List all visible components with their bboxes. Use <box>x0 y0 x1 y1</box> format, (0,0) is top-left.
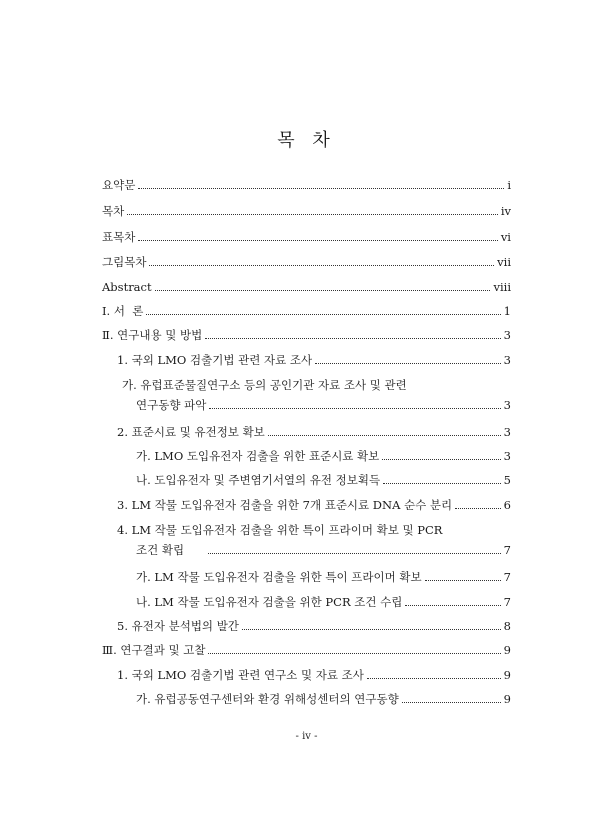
toc-entry-page: vii <box>497 255 511 269</box>
toc-entry-page: vi <box>500 230 511 244</box>
dot-leader <box>155 279 491 291</box>
toc-entry-title: Abstract <box>102 280 152 294</box>
toc-entry-title: 2. 표준시료 및 유전정보 확보 <box>117 425 265 439</box>
toc-entry-title: Ⅱ. 연구내용 및 방법 <box>102 328 203 342</box>
toc-entry-page: 7 <box>503 595 511 609</box>
toc-entry-title: 1. 국외 LMO 검출기법 관련 자료 조사 <box>117 353 313 367</box>
toc-entry-page: 9 <box>503 643 511 657</box>
toc-entry-title: 1. 국외 LMO 검출기법 관련 연구소 및 자료 조사 <box>117 668 364 682</box>
toc-entry-title: 가. 유럽공동연구센터와 환경 위해성센터의 연구동향 <box>136 692 399 706</box>
toc-entry <box>0 568 613 586</box>
toc-entry-page: 3 <box>503 449 511 463</box>
toc-entry-continuation: 연구동향 파악 <box>136 398 207 412</box>
toc-entry <box>0 176 613 194</box>
toc-entry <box>0 302 613 320</box>
toc-entry-page: i <box>507 178 511 192</box>
dot-leader <box>268 424 501 436</box>
toc-entry <box>0 351 613 369</box>
dot-leader <box>382 448 500 460</box>
toc-entry <box>0 471 613 489</box>
dot-leader <box>367 667 501 679</box>
toc-entry-title: 가. LMO 도입유전자 검출을 위한 표준시료 확보 <box>136 449 380 463</box>
dot-leader <box>205 327 500 339</box>
toc-entry-title: 가. LM 작물 도입유전자 검출을 위한 특이 프라이머 확보 <box>136 570 422 584</box>
toc-entry <box>0 690 613 708</box>
toc-entry <box>0 253 613 271</box>
toc-entry <box>0 396 613 414</box>
toc-entry-page: 9 <box>503 692 511 706</box>
toc-entry-title: 그림목차 <box>102 255 147 269</box>
toc-entry-title: 나. LM 작물 도입유전자 검출을 위한 PCR 조건 수립 <box>136 595 403 609</box>
dot-leader <box>138 229 497 241</box>
toc-entry <box>0 541 613 559</box>
toc-entry <box>0 666 613 684</box>
toc-entry-page: 1 <box>503 304 511 318</box>
dot-leader <box>455 497 501 509</box>
toc-entry <box>0 278 613 296</box>
dot-leader <box>402 691 501 703</box>
toc-entry-page: 8 <box>503 619 511 633</box>
toc-entry-title: 3. LM 작물 도입유전자 검출을 위한 7개 표준시료 DNA 순수 분리 <box>117 498 453 512</box>
page-title: 목 차 <box>277 130 336 151</box>
toc-entry <box>0 423 613 441</box>
dot-leader <box>425 569 501 581</box>
toc-entry-title: 5. 유전자 분석법의 발간 <box>117 619 239 633</box>
toc-entry <box>0 593 613 611</box>
dot-leader <box>383 472 501 484</box>
toc-entry-first-line <box>0 521 613 539</box>
toc-entry-page: 9 <box>503 668 511 682</box>
toc-entry <box>0 202 613 220</box>
toc-entry <box>0 447 613 465</box>
dot-leader <box>405 594 500 606</box>
dot-leader <box>209 397 500 409</box>
toc-entry <box>0 641 613 659</box>
toc-entry-page: 5 <box>503 473 511 487</box>
toc-entry-page: viii <box>493 280 511 294</box>
toc-entry-page: 7 <box>503 543 511 557</box>
dot-leader <box>208 542 501 554</box>
toc-entry-title: Ⅰ. 서 론 <box>102 304 144 318</box>
dot-leader <box>146 303 500 315</box>
toc-entry-page: 7 <box>503 570 511 584</box>
toc-entry-page: 3 <box>503 328 511 342</box>
dot-leader <box>242 618 501 630</box>
dot-leader <box>149 254 494 266</box>
toc-entry-title: 목차 <box>102 204 125 218</box>
toc-entry-title: 4. LM 작물 도입유전자 검출을 위한 특이 프라이머 확보 및 PCR <box>117 523 443 537</box>
toc-entry <box>0 228 613 246</box>
toc-entry-page: 6 <box>503 498 511 512</box>
dot-leader <box>315 352 501 364</box>
toc-entry-page: 3 <box>503 353 511 367</box>
toc-entry-title: 요약문 <box>102 178 136 192</box>
toc-entry-title: Ⅲ. 연구결과 및 고찰 <box>102 643 206 657</box>
toc-entry-first-line <box>0 376 613 394</box>
toc-entry-title: 표목차 <box>102 230 136 244</box>
dot-leader <box>127 203 498 215</box>
toc-entry <box>0 326 613 344</box>
toc-entry-page: 3 <box>503 398 511 412</box>
dot-leader <box>208 642 500 654</box>
toc-entry-continuation: 조건 확립 <box>136 543 185 557</box>
page-number-footer: - iv - <box>295 731 318 742</box>
toc-entry-title: 나. 도입유전자 및 주변염기서열의 유전 정보획득 <box>136 473 381 487</box>
dot-leader <box>138 177 504 189</box>
toc-entry-page: iv <box>500 204 511 218</box>
toc-entry <box>0 496 613 514</box>
toc-entry <box>0 617 613 635</box>
toc-entry-page: 3 <box>503 425 511 439</box>
toc-entry-title: 가. 유럽표준물질연구소 등의 공인기관 자료 조사 및 관련 <box>122 378 407 392</box>
